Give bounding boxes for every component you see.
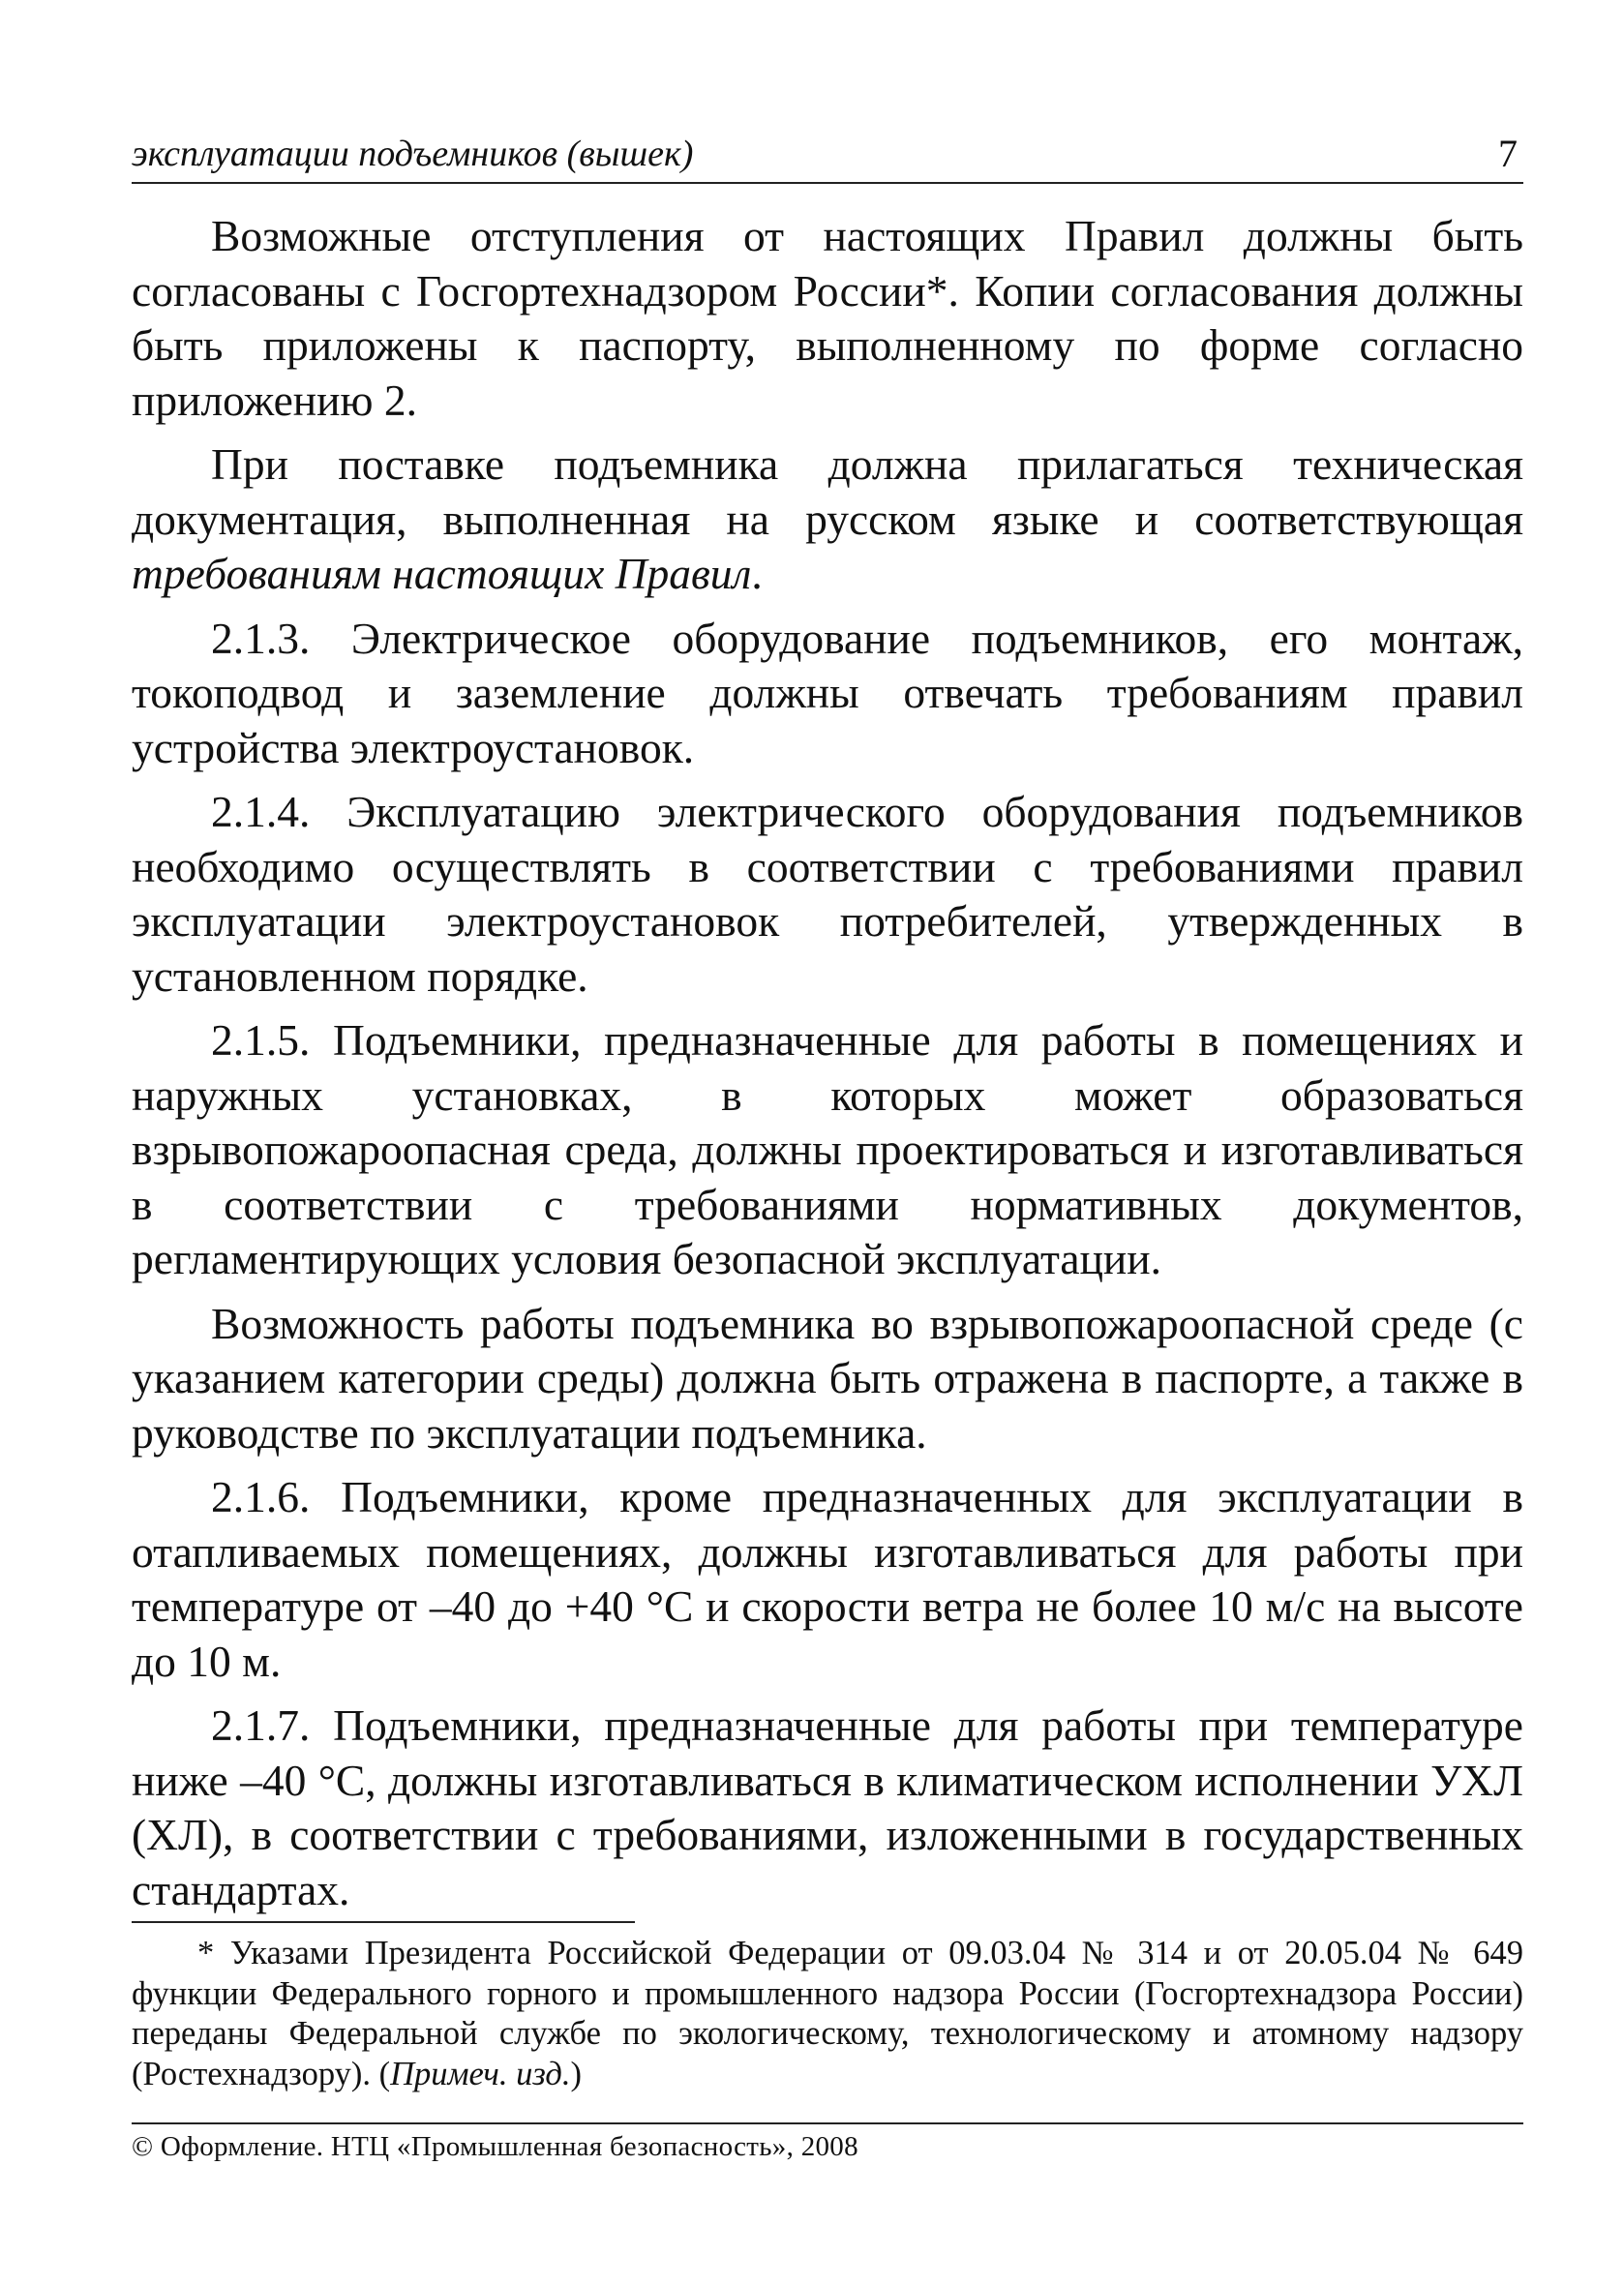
paragraph-deviations: Возможные отступления от настоящих Правил должны быть согласованы с Госгортехнадзором России*. Копии согласования должны быть приложены к паспорту, выполненному по форме согласно приложению 2.: [132, 211, 1523, 425]
bottom-divider: [132, 2122, 1523, 2124]
running-header: [132, 128, 1523, 184]
footnote: [132, 1934, 1523, 2094]
paragraph-2-1-6: 2.1.6. Подъемники, кроме предназначенных для эксплуатации в отапливаемых помещениях, должны изготавливаться для работы при температуре от –40 до +40 °С и скорости ветра не более 10 м/с на высоте до 10 м.: [132, 1472, 1523, 1686]
paragraph-2-1-4: 2.1.4. Эксплуатацию электрического оборудования подъемников необходимо осуществлять в соответствии с требованиями правил эксплуатации электроустановок потребителей, утвержденных в установленном порядке.: [132, 787, 1523, 1001]
copyright-line: © Оформление. НТЦ «Промышленная безопасность», 2008: [132, 2131, 858, 2162]
paragraph-explosive-environment: Возможность работы подъемника во взрывопожароопасной среде (с указанием категории среды) должна быть отражена в паспорте, а также в руководстве по эксплуатации подъемника.: [132, 1298, 1523, 1458]
footnote-editor-note: Примеч. изд.: [390, 2055, 571, 2092]
running-header-title: эксплуатации подъемников (вышек): [132, 134, 694, 174]
paragraph-delivery-documentation: При поставке подъемника должна прилагаться техническая документация, выполненная на русском языке и соответствующая требованиям настоящих Правил.: [132, 439, 1523, 598]
body-text: [132, 209, 1523, 1927]
paragraph-2-1-7: 2.1.7. Подъемники, предназначенные для работы при температуре ниже –40 °С, должны изготавливаться в климатическом исполнении УХЛ (ХЛ), в соответствии с требованиями, изложенными в государственных стандартах.: [132, 1700, 1523, 1914]
paragraph-2-1-3: 2.1.3. Электрическое оборудование подъемников, его монтаж, токоподвод и заземление должны отвечать требованиям правил устройства электроустановок.: [132, 613, 1523, 772]
page-number: 7: [1498, 132, 1518, 175]
footnote-text: * Указами Президента Российской Федерации от 09.03.04 № 314 и от 20.05.04 № 649 функции Федерального горного и промышленного надзора России (Госгортехнадзора России) переданы Федеральной службе по экологическому, технологическому и атомному надзору (Ростехнадзору). (Примеч. изд.): [132, 1935, 1523, 2092]
italic-phrase: требованиям настоящих Правил: [132, 549, 752, 598]
paragraph-2-1-5: 2.1.5. Подъемники, предназначенные для работы в помещениях и наружных установках, в которых может образоваться взрывопожароопасная среда, должны проектироваться и изготавливаться в соответствии с требованиями нормативных документов, регламентирующих условия безопасной эксплуатации.: [132, 1015, 1523, 1283]
footnote-divider: [132, 1921, 635, 1923]
